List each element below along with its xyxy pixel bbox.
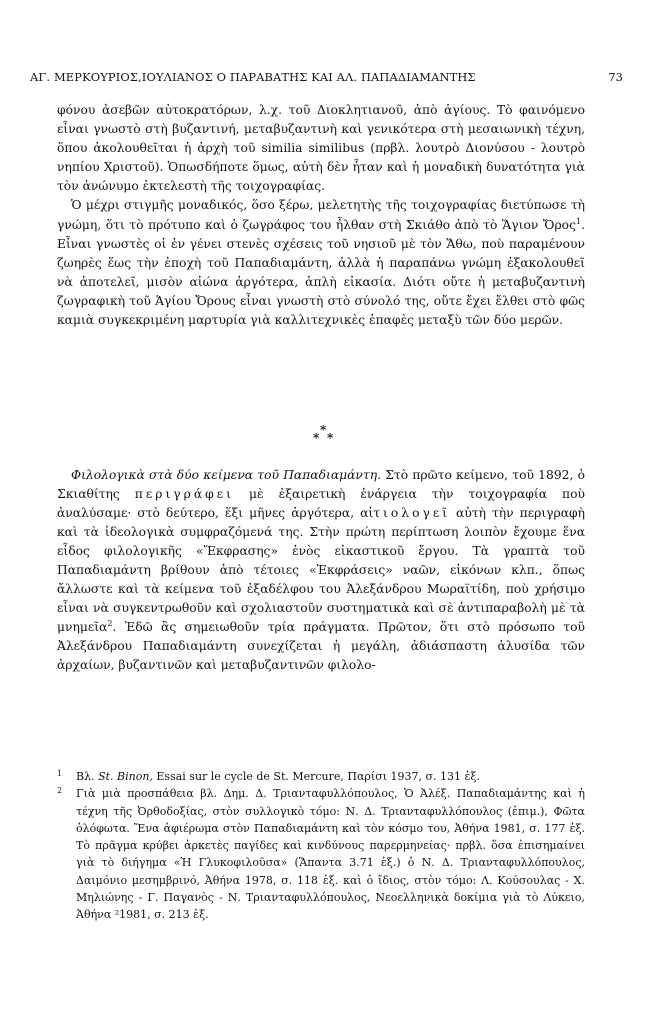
paragraph-2-text-b: . Εἶναι γνωστὲς οἱ ἐν γένει στενὲς σχέσεις τοῦ νησιοῦ μὲ τὸν Ἄθω, ποὺ παραμένουν ζωηρὲς ἕως τὴν ἐποχὴ τοῦ Παπαδιαμάντη, ἀλλὰ ἡ παραπάνω γνώμη ἐξακολουθεῖ νὰ ἀποτελεῖ, μισὸν αἰώνα ἀργότερα, ἁπλὴ εἰκασία. Διότι οὔτε ἡ μεταβυζαντινὴ ζωγραφικὴ τοῦ Ἁγίου Ὄρους εἶναι γνωστὴ στὸ σύνολό της, οὔτε ἔχει ἔλθει στὸ φῶς καμιὰ συγκεκριμένη μαρτυρία γιὰ καλλιτεχνικὲς ἐπαφὲς μεταξὺ τῶν δύο μερῶν. [57, 217, 585, 328]
spaced-word-tiologei: τιολογεῖ [373, 506, 451, 521]
footnote-2-text: Γιὰ μιὰ προσπάθεια βλ. Δημ. Δ. Τριανταφυλλόπουλος, Ὁ Ἀλέξ. Παπαδιαμάντης καὶ ἡ τέχνη τῆς Ὀρθοδοξίας, στὸν συλλογικὸ τόμο: Ν. Δ. Τριανταφυλλόπουλος (ἐπιμ.), Φῶτα ὁλόφωτα. Ἕνα ἀφιέρωμα στὸν Παπαδιαμάντη καὶ τὸν κόσμο του, Ἀθήνα 1981, σ. 177 ἑξ. Τὸ πρᾶγμα κρύβει ἀρκετὲς παγίδες καὶ κινδύνους παρερμηνείας· πρβλ. ὅσα ἐπισημαίνει γιὰ τὸ διήγημα «Ἡ Γλυκοφιλοῦσα» (Ἅπαντα 3.71 ἑξ.) ὁ Ν. Δ. Τριανταφυλλόπουλος, Δαιμόνιο μεσημβρινό, Ἀθήνα 1978, σ. 118 ἑξ. καὶ ὁ ἴδιος, στὸν τόμο: Λ. Κούσουλας - Χ. Μηλιώνης - Γ. Παγανὸς - Ν. Τριανταφυλλόπουλος, Νεοελληνικὰ δοκίμια γιὰ τὸ Λύκειο, Ἀθήνα ²1981, σ. 213 ἑξ. [76, 787, 585, 922]
paragraph-3-text-3: αὐτὴ τὴν περιγραφὴ καὶ τὰ ἰδεολογικὰ συμφραζόμενά της. Στὴν πρώτη περίπτωση λοιπὸν ἔχουμε ἕνα εἶδος φιλολογικῆς «Ἔκφρασης» ἑνὸς εἰκαστικοῦ ἔργου. Τὰ γραπτὰ τοῦ Παπαδιαμάντη βρίθουν ἀπὸ τέτοιες «Ἐκφράσεις» ναῶν, εἰκόνων κλπ., ὅπως ἄλλωστε καὶ τὰ κείμενα τοῦ ἐξαδέλφου του Ἀλεξάνδρου Μωραϊτίδη, ποὺ χρήσιμο εἶναι νὰ συγκεντρωθοῦν καὶ σχολιαστοῦν συστηματικὰ καὶ σὲ ἀντιπαραβολὴ μὲ τὰ μνημεῖα [57, 506, 586, 635]
footnote-1-author: St. Binon, [98, 770, 153, 783]
separator-star-right: * [327, 431, 334, 445]
main-text-upper [57, 101, 585, 330]
separator-star-left: * [313, 431, 320, 445]
paragraph-3-text-4: . Ἐδῶ ἂς σημειωθοῦν τρία πράγματα. Πρῶτον, ὅτι στὸ πρόσωπο τοῦ Ἀλεξάνδρου Παπαδιαμάντη συνεχίζεται ἡ μεγάλη, ἀδιάσπαστη ἁλυσίδα τῶν ἀρχαίων, βυζαντινῶν καὶ μεταβυζαντινῶν φιλολο- [57, 620, 585, 673]
paragraph-1: φόνου ἀσεβῶν αὐτοκρατόρων, λ.χ. τοῦ Διοκλητιανοῦ, ἀπὸ ἁγίους. Τὸ φαινόμενο εἶναι γνωστὸ στὴ βυζαντινή, μεταβυζαντινὴ καὶ γενικότερα στὴ μεσαιωνικὴ τέχνη, ὅπου ἀκολουθεῖται ἡ ἀρχὴ τοῦ similia similibus (πρβλ. λουτρὸ Διονύσου - λουτρὸ νηπίου Χριστοῦ). Ὁπωσδήποτε ὅμως, αὐτὴ δὲν ἦταν καὶ ἡ μοναδικὴ δυνατότητα γιὰ τὸν ἀνώνυμο ἐκτελεστὴ τῆς τοιχογραφίας. [57, 103, 585, 194]
page-number: 73 [608, 70, 623, 84]
main-text-lower [57, 466, 585, 676]
paragraph-2-text-a: Ὁ μέχρι στιγμῆς μοναδικός, ὅσο ξέρω, μελετητὴς τῆς τοιχογραφίας διετύπωσε τὴ γνώμη, ὅτι τὸ πρότυπο καὶ ὁ ζωγράφος του ἦλθαν στὴ Σκιάθο ἀπὸ τὸ Ἅγιον Ὄρος [57, 198, 585, 232]
footnotes [57, 768, 585, 924]
footnote-2 [57, 785, 585, 923]
separator-star-top: * [320, 423, 327, 437]
footnote-1 [57, 768, 585, 785]
footnote-1-number: 1 [57, 769, 63, 778]
footnote-1-text-a: Βλ. [76, 770, 99, 783]
footnote-1-text-b: Essai sur le cycle de St. Mercure, Παρίσι 1937, σ. 131 ἑξ. [152, 770, 480, 783]
paragraph-3-text-2: μὲ ἐξαιρετικὴ ἐνάργεια τὴν τοιχογραφία ποὺ ἀναλύσαμε· στὸ δεύτερο, ἕξι μῆνες ἀργότερα, αἰ [57, 487, 585, 521]
section-heading: Φιλολογικὰ στὰ δύο κείμενα τοῦ Παπαδιαμάντη. [71, 468, 381, 482]
footnote-ref-2: 2 [107, 619, 113, 629]
running-title: ΑΓ. ΜΕΡΚΟΥΡΙΟΣ,ΙΟΥΛΙΑΝΟΣ Ο ΠΑΡΑΒΑΤΗΣ ΚΑΙ ΑΛ. ΠΑΠΑΔΙΑΜΑΝΤΗΣ [30, 70, 476, 84]
footnote-ref-1: 1 [575, 216, 582, 226]
paragraph-3 [57, 466, 585, 676]
paragraph-2 [57, 196, 585, 330]
paragraph-3-text-1: Στὸ πρῶτο κείμενο, τοῦ 1892, ὁ Σκιαθίτης [57, 468, 585, 502]
spaced-word-perigrafei: περιγράφει [134, 487, 234, 502]
footnote-2-number: 2 [57, 786, 63, 796]
section-separator [0, 423, 649, 453]
